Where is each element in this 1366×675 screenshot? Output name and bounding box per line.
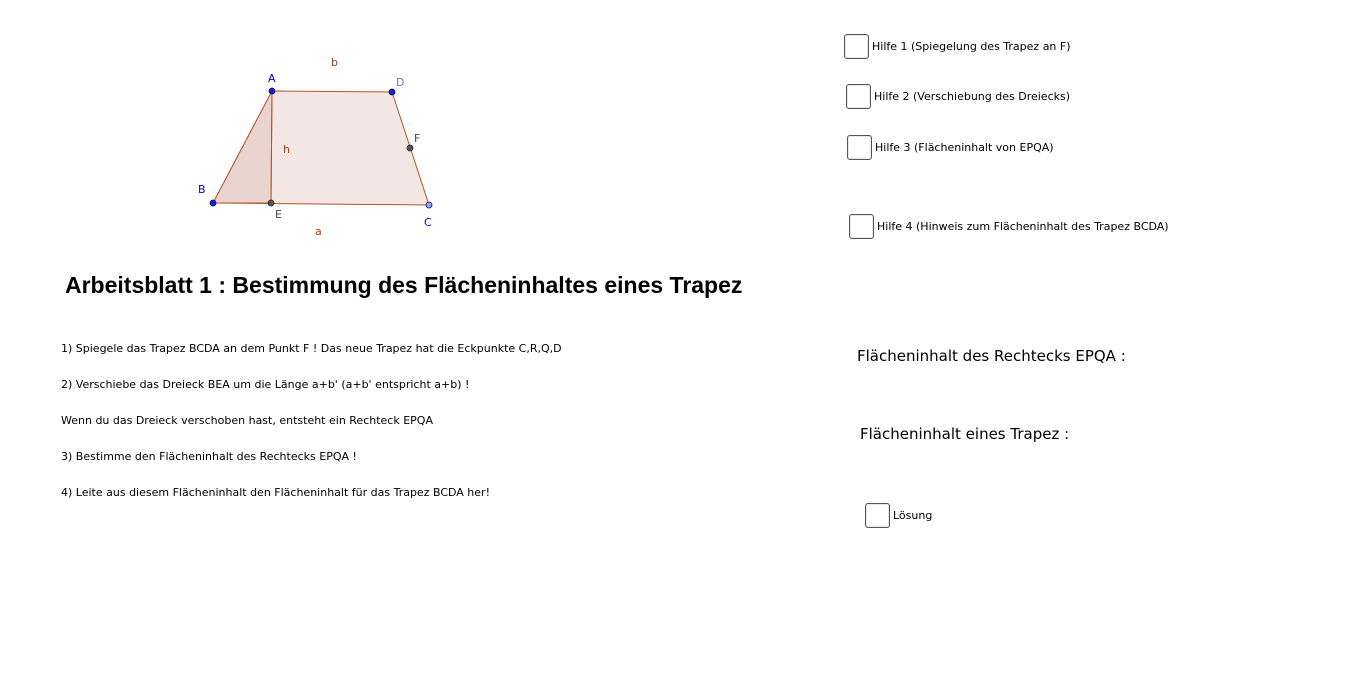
- hint-2-checkbox-row[interactable]: [846, 84, 1070, 109]
- hint-1-checkbox[interactable]: [844, 34, 869, 59]
- point-f[interactable]: [407, 145, 413, 151]
- label-segment-a: a: [315, 225, 322, 238]
- label-point-b: B: [198, 183, 206, 196]
- hint-2-label: Hilfe 2 (Verschiebung des Dreiecks): [874, 90, 1071, 103]
- point-a[interactable]: [269, 88, 275, 94]
- task-2: 2) Verschiebe das Dreieck BEA um die Länge a+b' (a+b' entspricht a+b) !: [61, 378, 470, 391]
- hint-4-checkbox-row[interactable]: [849, 214, 1169, 239]
- triangle-bea: [213, 91, 272, 203]
- solution-label: Lösung: [893, 509, 933, 522]
- point-c[interactable]: [426, 202, 432, 208]
- hint-4-label: Hilfe 4 (Hinweis zum Flächeninhalt des Trapez BCDA): [877, 220, 1169, 233]
- hint-3-checkbox-row[interactable]: [847, 135, 1054, 160]
- point-d[interactable]: [389, 89, 395, 95]
- label-point-d: D: [396, 76, 405, 89]
- trapez-area-label: Flächeninhalt eines Trapez :: [860, 425, 1070, 443]
- task-1: 1) Spiegele das Trapez BCDA an dem Punkt F ! Das neue Trapez hat die Eckpunkte C,R,Q,D: [61, 342, 562, 355]
- hint-3-checkbox[interactable]: [847, 135, 872, 160]
- solution-checkbox[interactable]: [865, 503, 890, 528]
- hint-1-label: Hilfe 1 (Spiegelung des Trapez an F): [872, 40, 1071, 53]
- label-point-e: E: [275, 208, 282, 221]
- task-note: Wenn du das Dreieck verschoben hast, entsteht ein Rechteck EPQA: [61, 414, 433, 427]
- solution-checkbox-row[interactable]: [865, 503, 932, 528]
- point-b[interactable]: [210, 200, 216, 206]
- task-4: 4) Leite aus diesem Flächeninhalt den Flächeninhalt für das Trapez BCDA her!: [61, 486, 490, 499]
- worksheet-title: Arbeitsblatt 1 : Bestimmung des Flächeninhaltes eines Trapez: [65, 272, 743, 298]
- label-point-a: A: [268, 72, 276, 85]
- label-segment-h: h: [283, 143, 290, 156]
- label-point-f: F: [414, 132, 421, 145]
- task-3: 3) Bestimme den Flächeninhalt des Rechtecks EPQA !: [61, 450, 357, 463]
- rect-area-label: Flächeninhalt des Rechtecks EPQA :: [857, 347, 1126, 365]
- hint-1-checkbox-row[interactable]: [844, 34, 1071, 59]
- hint-3-label: Hilfe 3 (Flächeninhalt von EPQA): [875, 141, 1054, 154]
- point-e[interactable]: [268, 200, 274, 206]
- hint-4-checkbox[interactable]: [849, 214, 874, 239]
- label-segment-b: b: [331, 56, 338, 69]
- hint-2-checkbox[interactable]: [846, 84, 871, 109]
- label-point-c: C: [424, 216, 432, 229]
